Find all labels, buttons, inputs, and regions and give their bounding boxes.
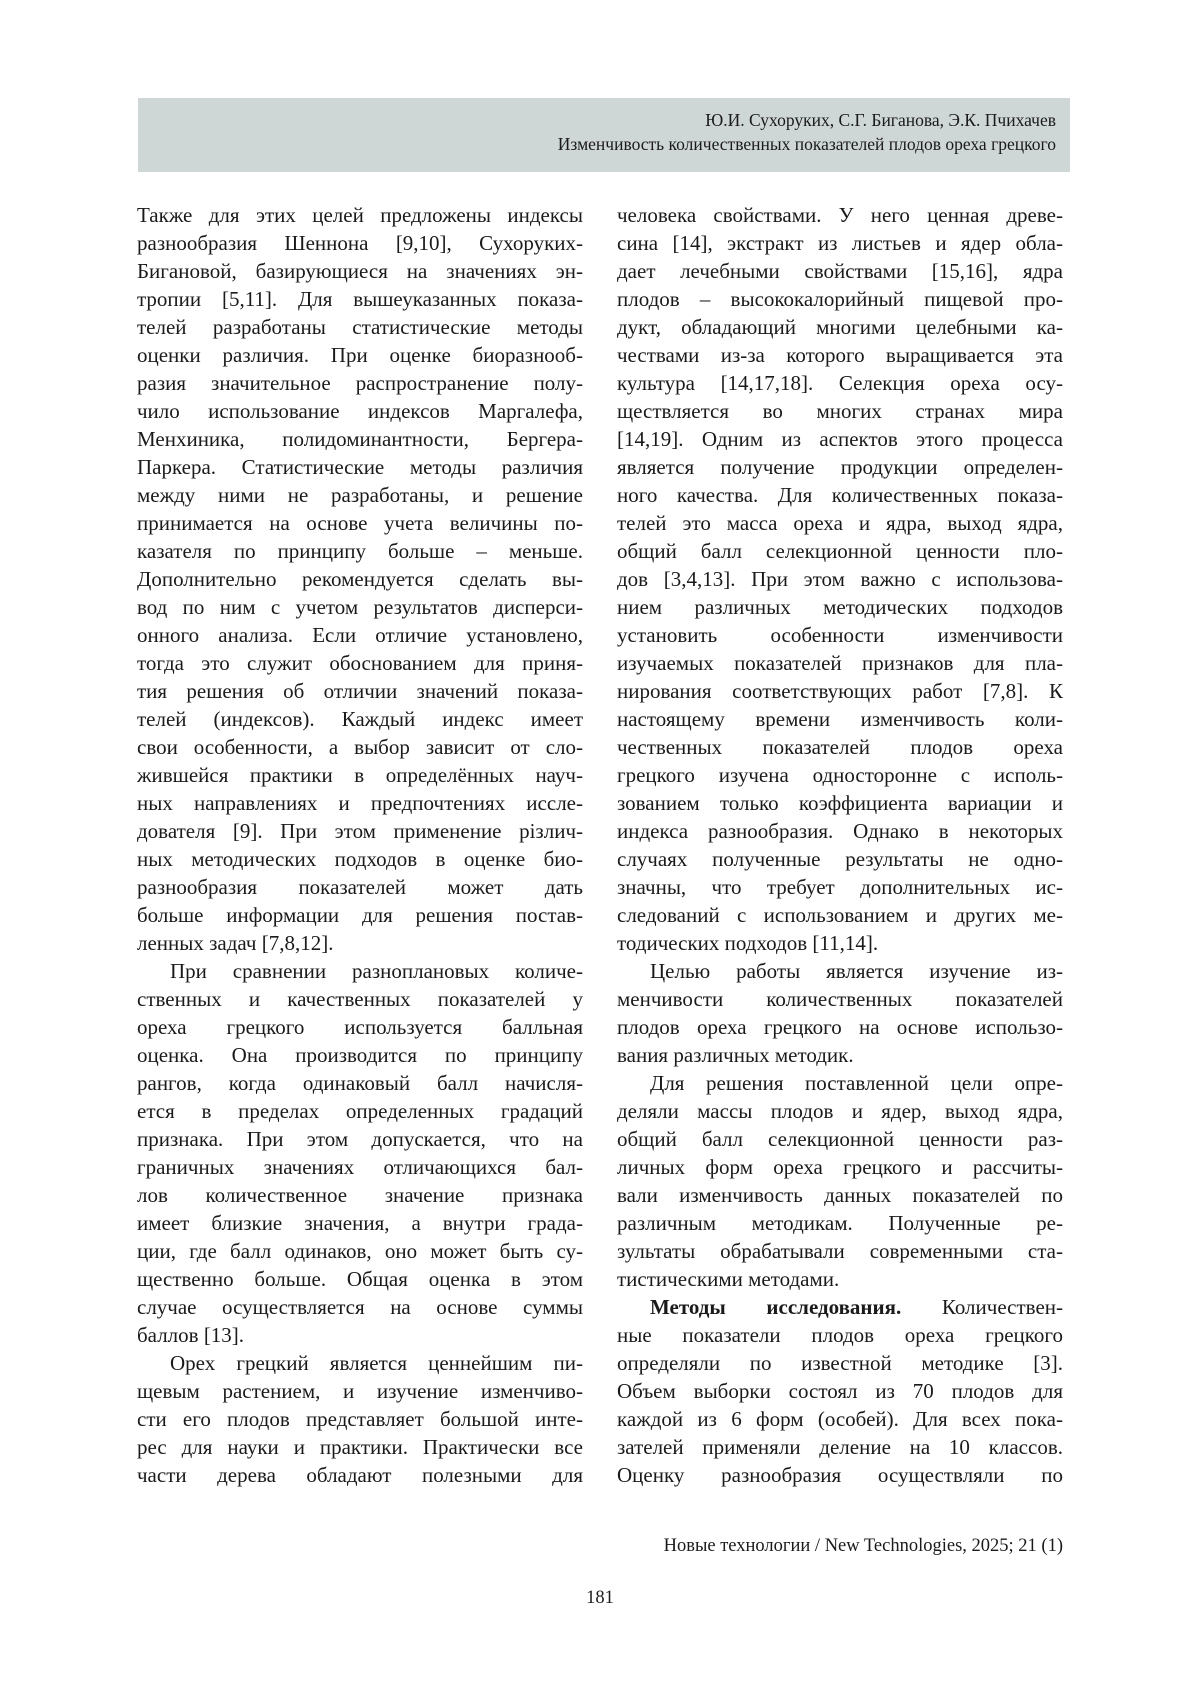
text-line: случаях полученные результаты не одно- [617, 847, 1063, 871]
text-line: Орех грецкий является ценнейшим пи- [170, 1351, 583, 1375]
text-line: телей (индексов). Каждый индекс имеет [137, 707, 583, 731]
text-line: дователя [9]. При этом применение різлич- [137, 819, 583, 843]
text-line: ции, где балл одинаков, оно может быть су- [137, 1239, 583, 1263]
text-line: вод по ним с учетом результатов дисперси- [137, 595, 583, 619]
text-line: щевым растением, и изучение изменчиво- [137, 1379, 583, 1403]
text-line: свои особенности, а выбор зависит от сло- [137, 735, 583, 759]
text-line: определяли по известной методике [3]. [617, 1351, 1063, 1375]
text-line: вания различных методик. [617, 1043, 854, 1067]
text-line: принимается на основе учета величины по- [137, 511, 583, 535]
text-line: вали изменчивость данных показателей по [617, 1183, 1063, 1207]
text-line: разнообразия показателей может дать [137, 875, 583, 899]
text-line: телей разработаны статистические методы [137, 315, 583, 339]
text-line: значны, что требует дополнительных ис- [617, 875, 1063, 899]
text-line: нирования соответствующих работ [7,8]. К [617, 679, 1063, 703]
text-line: жившейся практики в определённых науч- [137, 763, 583, 787]
text-line: телей это масса ореха и ядра, выход ядра, [617, 511, 1063, 535]
text-line: случае осуществляется на основе суммы [137, 1295, 583, 1319]
text-line: общий балл селекционной ценности пло- [617, 539, 1063, 563]
text-line: Объем выборки состоял из 70 плодов для [617, 1379, 1063, 1403]
text-line: ственных и качественных показателей у [137, 987, 583, 1011]
text-line: зультаты обрабатывали современными ста- [617, 1239, 1063, 1263]
text-line: ется в пределах определенных градаций [137, 1099, 583, 1123]
text-line: различным методикам. Полученные ре- [617, 1211, 1063, 1235]
text-line: баллов [13]. [137, 1323, 245, 1347]
text-line: Паркера. Статистические методы различия [137, 455, 583, 479]
text-line: рес для науки и практики. Практически все [137, 1435, 583, 1459]
text-line: зателей применяли деление на 10 классов. [617, 1435, 1063, 1459]
text-line: онного анализа. Если отличие установлено, [137, 623, 583, 647]
text-line: следований с использованием и других ме- [617, 903, 1063, 927]
text-line: культура [14,17,18]. Селекция ореха осу- [617, 371, 1063, 395]
text-line: общий балл селекционной ценности раз- [617, 1127, 1063, 1151]
text-line: граничных значениях отличающихся бал- [137, 1155, 583, 1179]
text-line: Целью работы является изучение из- [650, 959, 1063, 983]
text-line: настоящему времени изменчивость коли- [617, 707, 1063, 731]
text-line: индекса разнообразия. Однако в некоторых [617, 819, 1063, 843]
text-line-rest: Количествен- [901, 1295, 1064, 1319]
text-line: тропии [5,11]. Для вышеуказанных показа- [137, 287, 583, 311]
text-line: Также для этих целей предложены индексы [137, 203, 583, 227]
text-line: Дополнительно рекомендуется сделать вы- [137, 567, 583, 591]
text-line: личных форм ореха грецкого и рассчиты- [617, 1155, 1063, 1179]
text-line: чествами из-за которого выращивается эта [617, 343, 1063, 367]
text-line: части дерева обладают полезными для [137, 1463, 583, 1487]
text-line: грецкого изучена односторонне с исполь- [617, 763, 1063, 787]
text-column-right [617, 201, 1063, 1489]
text-line: оценка. Она производится по принципу [137, 1043, 583, 1067]
running-header [138, 98, 1070, 172]
text-line: разия значительное распространение полу- [137, 371, 583, 395]
text-line: Для решения поставленной цели опре- [650, 1071, 1063, 1095]
text-line: ного качества. Для количественных показа- [617, 483, 1063, 507]
text-line: дов [3,4,13]. При этом важно с использова- [617, 567, 1063, 591]
text-line: человека свойствами. У него ценная древе- [617, 203, 1063, 227]
text-line: сина [14], экстракт из листьев и ядер обла- [617, 231, 1063, 255]
text-line: между ними не разработаны, и решение [137, 483, 583, 507]
text-line: ществляется во многих странах мира [617, 399, 1063, 423]
text-line: чественных показателей плодов ореха [617, 735, 1063, 759]
text-column-left [137, 201, 583, 1489]
text-line: ленных задач [7,8,12]. [137, 931, 334, 955]
text-line: тогда это служит обоснованием для приня- [137, 651, 583, 675]
text-line: Оценку разнообразия осуществляли по [617, 1463, 1063, 1487]
text-line: зованием только коэффициента вариации и [617, 791, 1063, 815]
text-line: разнообразия Шеннона [9,10], Сухоруких- [137, 231, 583, 255]
section-heading: Методы исследования. [650, 1295, 902, 1319]
journal-citation: Новые технологии / New Technologies, 2025; 21 (1) [663, 1536, 1063, 1556]
text-line: признака. При этом допускается, что на [137, 1127, 583, 1151]
text-line: имеет близкие значения, а внутри града- [137, 1211, 583, 1235]
text-line: тистическими методами. [617, 1267, 840, 1291]
text-line: дукт, обладающий многими целебными ка- [617, 315, 1063, 339]
text-line: Менхиника, полидоминантности, Бергера- [137, 427, 583, 451]
text-line: чило использование индексов Маргалефа, [137, 399, 583, 423]
text-line: нием различных методических подходов [617, 595, 1063, 619]
text-line: изучаемых показателей признаков для пла- [617, 651, 1063, 675]
text-line: лов количественное значение признака [137, 1183, 583, 1207]
text-line: щественно больше. Общая оценка в этом [137, 1267, 583, 1291]
text-line: установить особенности изменчивости [617, 623, 1063, 647]
text-line: ные показатели плодов ореха грецкого [617, 1323, 1063, 1347]
text-line: [14,19]. Одним из аспектов этого процесса [617, 427, 1063, 451]
text-line: сти его плодов представляет большой инте- [137, 1407, 583, 1431]
text-line: При сравнении разноплановых количе- [170, 959, 583, 983]
text-line: Бигановой, базирующиеся на значениях эн- [137, 259, 583, 283]
text-line: тодических подходов [11,14]. [617, 931, 879, 955]
text-line: менчивости количественных показателей [617, 987, 1063, 1011]
text-line: ореха грецкого используется балльная [137, 1015, 583, 1039]
header-article-title: Изменчивость количественных показателей плодов ореха грецкого [557, 134, 1056, 154]
text-line [617, 1293, 1063, 1321]
text-line: плодов – высококалорийный пищевой про- [617, 287, 1063, 311]
page-number: 181 [586, 1588, 614, 1608]
text-line: оценки различия. При оценке биоразнооб- [137, 343, 583, 367]
text-line: ных методических подходов в оценке био- [137, 847, 583, 871]
text-line: является получение продукции определен- [617, 455, 1063, 479]
text-line: казателя по принципу больше – меньше. [137, 539, 583, 563]
text-line: деляли массы плодов и ядер, выход ядра, [617, 1099, 1063, 1123]
text-line: рангов, когда одинаковый балл начисля- [137, 1071, 583, 1095]
text-line: больше информации для решения постав- [137, 903, 583, 927]
text-line: ных направлениях и предпочтениях иссле- [137, 791, 583, 815]
text-line: плодов ореха грецкого на основе использо- [617, 1015, 1063, 1039]
text-line: каждой из 6 форм (особей). Для всех пока- [617, 1407, 1063, 1431]
text-line: тия решения об отличии значений показа- [137, 679, 583, 703]
header-authors: Ю.И. Сухоруких, С.Г. Биганова, Э.К. Пчихачев [705, 110, 1056, 130]
text-line: дает лечебными свойствами [15,16], ядра [617, 259, 1063, 283]
